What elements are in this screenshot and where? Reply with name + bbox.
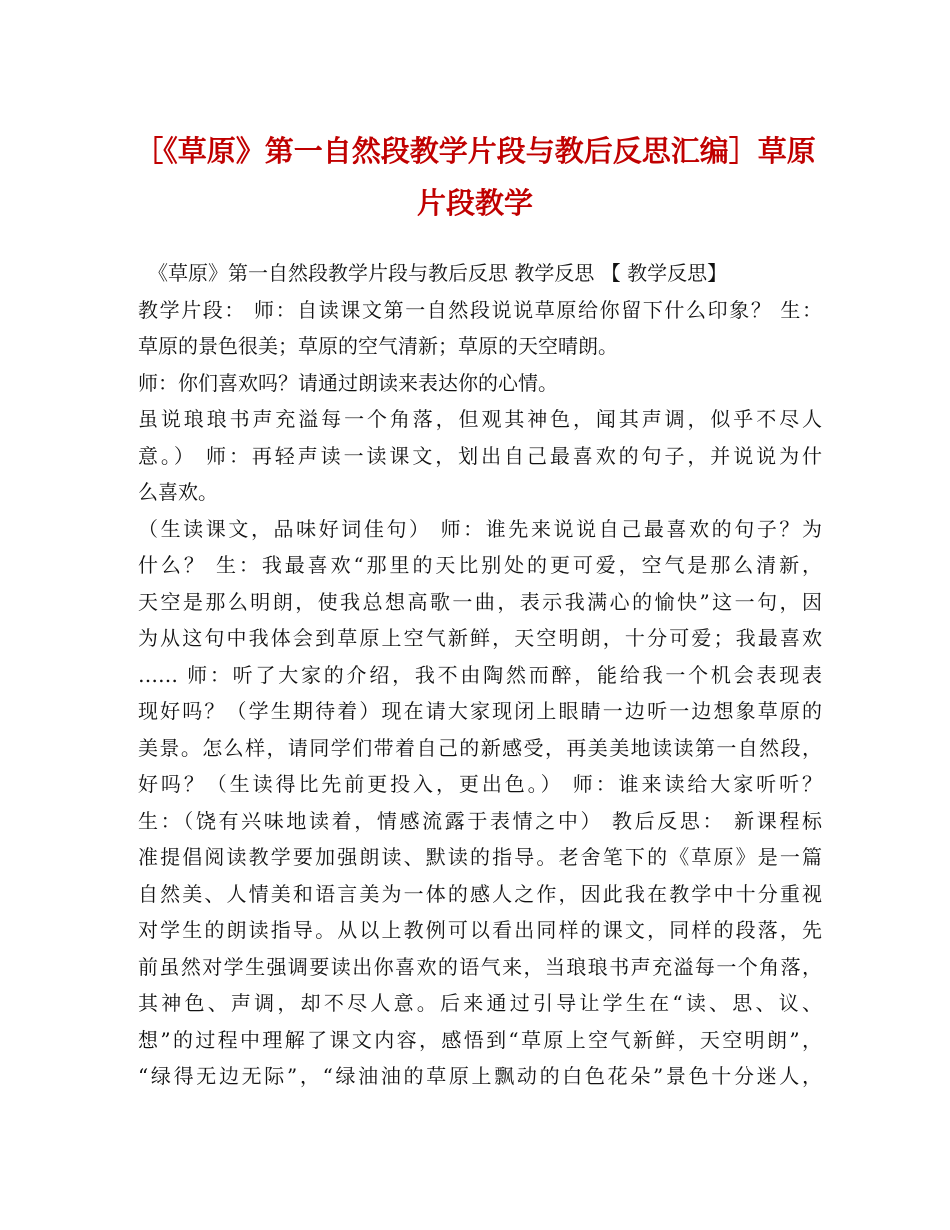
body-line: 美景。怎么样，请同学们带着自己的新感受，再美美地读读第一自然段， [138,735,822,760]
body-line: （生读课文，品味好词佳句） 师：谁先来说说自己最喜欢的句子？为 [138,516,822,541]
document-body [138,255,822,1095]
body-line: 《草原》第一自然段教学片段与教后反思 教学反思 【 教学反思】 [148,261,728,285]
title-line-1: ［《草原》第一自然段教学片段与教后反思汇编］草原 [134,134,816,168]
body-line: 生：（饶有兴味地读着，情感流露于表情之中） 教后反思： 新课程标 [138,808,822,833]
body-line: 师：你们喜欢吗？请通过朗读来表达你的心情。 [138,370,558,395]
body-line: 天空是那么明朗，使我总想高歌一曲，表示我满心的愉快”这一句，因 [138,589,822,614]
body-line: 自然美、人情美和语言美为一体的感人之作，因此我在教学中十分重视 [138,881,822,906]
body-line: 为从这句中我体会到草原上空气新鲜，天空明朗，十分可爱；我最喜欢 [138,626,822,650]
body-line: …… 师：听了大家的介绍，我不由陶然而醉，能给我一个机会表现表 [138,662,822,687]
body-line: 什么？ 生：我最喜欢“那里的天比别处的更可爱，空气是那么清新， [138,553,822,577]
body-line: 前虽然对学生强调要读出你喜欢的语气来，当琅琅书声充溢每一个角落， [138,954,822,979]
title-line-2: 片段教学 [416,186,533,220]
document-title [120,125,830,229]
body-line: 准提倡阅读教学要加强朗读、默读的指导。老舍笔下的《草原》是一篇 [138,845,822,869]
body-line: 想”的过程中理解了课文内容，感悟到“草原上空气新鲜，天空明朗”， [138,1027,822,1052]
body-line: 草原的景色很美；草原的空气清新；草原的天空晴朗。 [138,334,618,358]
body-line: 虽说琅琅书声充溢每一个角落，但观其神色，闻其声调，似乎不尽人 [138,407,822,431]
body-line: 教学片段： 师：自读课文第一自然段说说草原给你留下什么印象？ 生： [138,297,822,322]
body-line: 现好吗？（学生期待着）现在请大家现闭上眼睛一边听一边想象草原的 [138,699,822,723]
body-line: 其神色、声调，却不尽人意。后来通过引导让学生在“读、思、议、 [138,991,822,1015]
body-line: “绿得无边无际”，“绿油油的草原上飘动的白色花朵”景色十分迷人， [138,1064,822,1088]
body-line: 好吗？（生读得比先前更投入，更出色。） 师：谁来读给大家听听？ [138,772,822,796]
body-line: 意。） 师：再轻声读一读课文，划出自己最喜欢的句子，并说说为什 [138,443,822,468]
body-line: 么喜欢。 [138,480,218,504]
body-line: 对学生的朗读指导。从以上教例可以看出同样的课文，同样的段落，先 [138,918,822,942]
